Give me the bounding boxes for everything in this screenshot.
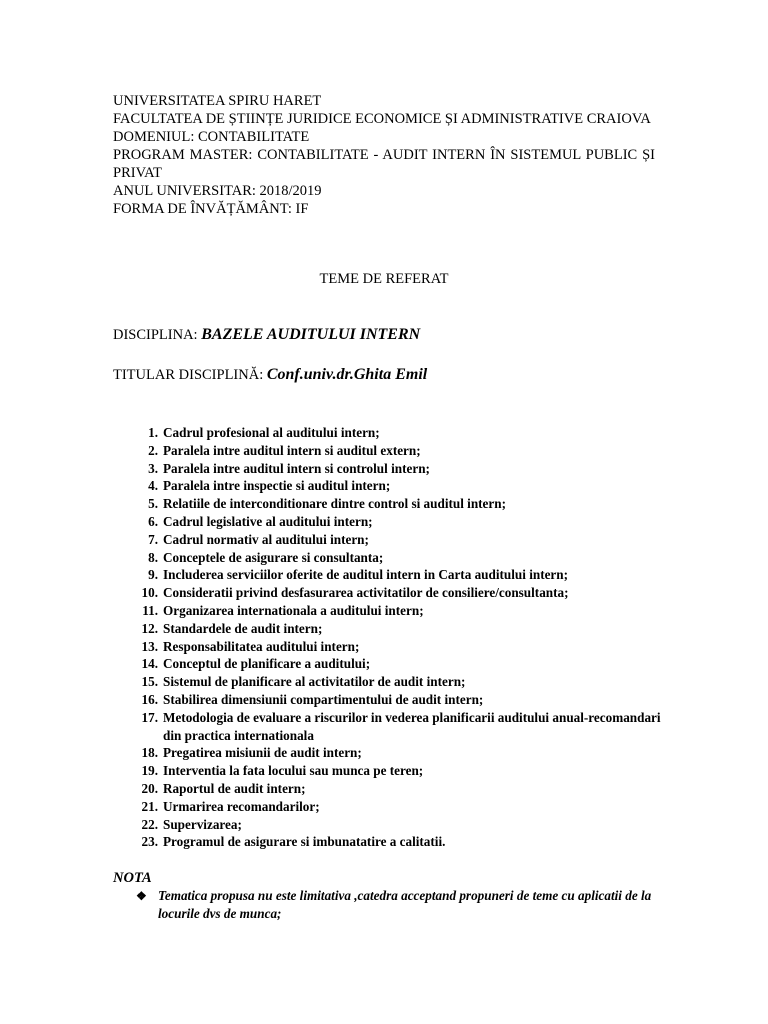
topic-text: Supervizarea; bbox=[163, 816, 242, 832]
topic-text: Paralela intre auditul intern si controlul intern; bbox=[163, 460, 430, 476]
topic-item bbox=[113, 655, 673, 673]
topic-number: 6. bbox=[148, 513, 158, 529]
topic-item bbox=[113, 638, 673, 656]
topic-item bbox=[113, 691, 673, 709]
program-line: PROGRAM MASTER: CONTABILITATE - AUDIT INTERN ÎN SISTEMUL PUBLIC ȘI PRIVAT bbox=[113, 147, 655, 181]
topic-number: 18. bbox=[141, 745, 158, 761]
topic-number: 21. bbox=[141, 798, 158, 814]
topic-text: Cadrul normativ al auditului intern; bbox=[163, 531, 369, 547]
topic-text: Pregatirea misiunii de audit intern; bbox=[163, 745, 362, 761]
page-title: TEME DE REFERAT bbox=[319, 271, 449, 287]
topic-number: 14. bbox=[141, 656, 158, 672]
academic-year: ANUL UNIVERSITAR: 2018/2019 bbox=[113, 183, 322, 199]
topic-item bbox=[113, 673, 673, 691]
topic-number: 16. bbox=[141, 691, 158, 707]
discipline-value: BAZELE AUDITULUI INTERN bbox=[201, 326, 421, 343]
topic-number: 7. bbox=[148, 531, 158, 547]
topic-number: 19. bbox=[141, 763, 158, 779]
topic-text: Urmarirea recomandarilor; bbox=[163, 798, 320, 814]
topic-item bbox=[113, 477, 673, 495]
topic-list bbox=[113, 424, 673, 851]
nota-bullet bbox=[136, 887, 656, 923]
topic-item bbox=[113, 780, 673, 798]
topic-text: Raportul de audit intern; bbox=[163, 780, 306, 796]
topic-text: Metodologia de evaluare a riscurilor in vederea planificarii auditului anual-recomandari din practica internationala bbox=[163, 709, 661, 743]
domain-line: DOMENIUL: CONTABILITATE bbox=[113, 129, 310, 145]
nota-label: NOTA bbox=[113, 870, 152, 886]
topic-text: Organizarea internationala a auditului intern; bbox=[163, 602, 424, 618]
topic-item bbox=[113, 495, 673, 513]
holder-line bbox=[113, 366, 427, 384]
topic-text: Includerea serviciilor oferite de auditul intern in Carta auditului intern; bbox=[163, 567, 569, 583]
document-header bbox=[113, 92, 655, 218]
nota-text: Tematica propusa nu este limitativa ,catedra acceptand propuneri de teme cu aplicatii de la locurile dvs de munca; bbox=[158, 888, 652, 921]
topic-item bbox=[113, 709, 673, 745]
topic-text: Relatiile de interconditionare dintre control si auditul intern; bbox=[163, 496, 506, 512]
topic-text: Cadrul profesional al auditului intern; bbox=[163, 425, 380, 440]
topic-item bbox=[113, 566, 673, 584]
topic-text: Sistemul de planificare al activitatilor de audit intern; bbox=[163, 674, 466, 690]
topic-number: 20. bbox=[141, 780, 158, 796]
topic-number: 15. bbox=[141, 674, 158, 690]
topic-number: 4. bbox=[148, 478, 158, 494]
topic-text: Programul de asigurare si imbunatatire a calitatii. bbox=[163, 834, 446, 850]
topic-number: 5. bbox=[148, 496, 158, 512]
holder-value: Conf.univ.dr.Ghita Emil bbox=[266, 366, 428, 383]
topic-item bbox=[113, 798, 673, 816]
topic-text: Stabilirea dimensiunii compartimentului de audit intern; bbox=[163, 691, 484, 707]
topic-number: 10. bbox=[141, 585, 158, 601]
topic-number: 1. bbox=[148, 425, 158, 440]
topic-item bbox=[113, 531, 673, 549]
topic-item bbox=[113, 549, 673, 567]
topic-item bbox=[113, 513, 673, 531]
topic-number: 8. bbox=[148, 549, 158, 565]
topic-item bbox=[113, 460, 673, 478]
topic-text: Consideratii privind desfasurarea activitatilor de consiliere/consultanta; bbox=[163, 585, 569, 601]
topic-number: 17. bbox=[141, 709, 158, 725]
topic-item bbox=[113, 744, 673, 762]
topic-item bbox=[113, 833, 673, 851]
topic-text: Paralela intre auditul intern si auditul extern; bbox=[163, 442, 421, 458]
topic-number: 2. bbox=[148, 442, 158, 458]
topic-number: 9. bbox=[148, 567, 158, 583]
topic-text: Interventia la fata locului sau munca pe teren; bbox=[163, 763, 424, 779]
topic-text: Responsabilitatea auditului intern; bbox=[163, 638, 360, 654]
topic-item bbox=[113, 816, 673, 834]
topic-item bbox=[113, 762, 673, 780]
topic-number: 12. bbox=[141, 620, 158, 636]
topic-number: 13. bbox=[141, 638, 158, 654]
topic-number: 23. bbox=[141, 834, 158, 850]
faculty-name: FACULTATEA DE ȘTIINȚE JURIDICE ECONOMICE ȘI ADMINISTRATIVE CRAIOVA bbox=[113, 111, 651, 127]
holder-label: TITULAR DISCIPLINĂ: bbox=[113, 367, 267, 383]
discipline-label: DISCIPLINA: bbox=[113, 327, 202, 343]
diamond-bullet-icon: ❖ bbox=[136, 889, 147, 903]
discipline-line bbox=[113, 326, 420, 344]
topic-text: Standardele de audit intern; bbox=[163, 620, 323, 636]
topic-number: 3. bbox=[148, 460, 158, 476]
university-name: UNIVERSITATEA SPIRU HARET bbox=[113, 93, 322, 109]
topic-item bbox=[113, 602, 673, 620]
topic-text: Cadrul legislative al auditului intern; bbox=[163, 513, 373, 529]
topic-text: Conceptele de asigurare si consultanta; bbox=[163, 549, 384, 565]
education-form: FORMA DE ÎNVĂȚĂMÂNT: IF bbox=[113, 201, 309, 217]
topic-number: 22. bbox=[141, 816, 158, 832]
topic-item bbox=[113, 424, 673, 442]
topic-text: Paralela intre inspectie si auditul intern; bbox=[163, 478, 391, 494]
topic-number: 11. bbox=[142, 602, 158, 618]
topic-item bbox=[113, 584, 673, 602]
topic-item bbox=[113, 620, 673, 638]
topic-text: Conceptul de planificare a auditului; bbox=[163, 656, 371, 672]
topic-item bbox=[113, 442, 673, 460]
